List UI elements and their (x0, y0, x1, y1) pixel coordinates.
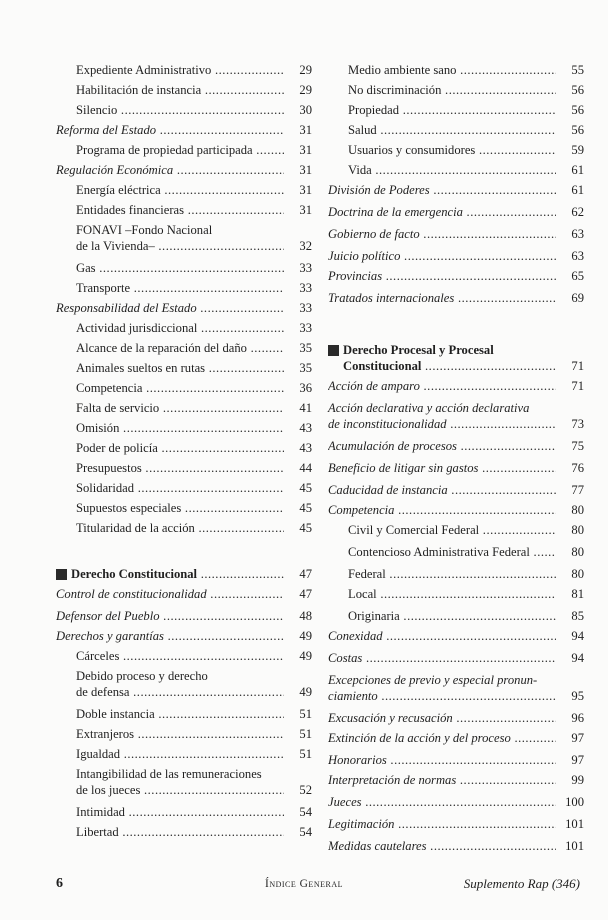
entry-label-text: Igualdad (76, 747, 121, 761)
entry-label (76, 782, 284, 798)
entry-label-text: Falta de servicio (76, 401, 160, 415)
entry-label-text: Federal (348, 567, 386, 581)
entry-label-text: Propiedad (348, 103, 400, 117)
entry-page-number: 29 (299, 83, 312, 97)
entry-label-text: Jueces (328, 795, 362, 809)
entry-label (76, 804, 284, 820)
entry-label (76, 238, 284, 254)
entry-page-number: 97 (571, 753, 584, 767)
entry-label-text: Acumulación de procesos (328, 439, 457, 453)
entry-page-number: 29 (299, 63, 312, 77)
entry-page-number: 45 (299, 501, 312, 515)
entry-page-number: 31 (299, 203, 312, 217)
entry-label-text: Acción de amparo (328, 379, 420, 393)
entry-label-text: Doble instancia (76, 707, 155, 721)
index-subtopic (56, 766, 312, 798)
entry-page-number: 99 (571, 773, 584, 787)
entry-page-number: 33 (299, 281, 312, 295)
entry-label-line2: de defensa (76, 685, 130, 699)
entry-page-number: 52 (299, 783, 312, 797)
entry-label-text: Omisión (76, 421, 120, 435)
entry-label (56, 162, 284, 178)
entry-label-text: Gobierno de facto (328, 227, 420, 241)
entry-label-text: Expediente Administrativo (76, 63, 212, 77)
entry-label (76, 726, 284, 742)
entry-label (76, 648, 284, 664)
entry-label-text: Medio ambiente sano (348, 63, 457, 77)
entry-label (76, 480, 284, 496)
entry-label-line1: FONAVI –Fondo Nacional (76, 223, 213, 237)
entry-label (348, 566, 556, 582)
entry-label-line1: Excepciones de previo y especial pronun- (328, 673, 538, 687)
entry-label-text: Originaria (348, 609, 400, 623)
entry-page-number: 45 (299, 481, 312, 495)
entry-label (71, 566, 284, 582)
entry-page-number: 56 (571, 123, 584, 137)
entry-label (328, 268, 556, 284)
entry-label-text: Animales sueltos en rutas (76, 361, 206, 375)
entry-label-line2: de inconstitucionalidad (328, 417, 447, 431)
entry-label (328, 460, 556, 476)
index-subtopic (56, 668, 312, 700)
entry-label-text: Provincias (328, 269, 383, 283)
entry-label (328, 182, 556, 198)
entry-label-text: Presupuestos (76, 461, 142, 475)
entry-label-text: Supuestos especiales (76, 501, 182, 515)
entry-page-number: 73 (571, 417, 584, 431)
entry-page-number: 61 (571, 163, 584, 177)
entry-label-text: Solidaridad (76, 481, 135, 495)
entry-label (348, 608, 556, 624)
entry-label-text: Reforma del Estado (56, 123, 157, 137)
entry-label (76, 82, 284, 98)
entry-page-number: 36 (299, 381, 312, 395)
entry-page-number: 71 (571, 379, 584, 393)
entry-label-text: Excusación y recusación (328, 711, 453, 725)
entry-page-number: 80 (571, 545, 584, 559)
entry-page-number: 31 (299, 183, 312, 197)
entry-label (328, 378, 556, 394)
entry-page-number: 51 (299, 707, 312, 721)
entry-page-number: 56 (571, 103, 584, 117)
entry-page-number: 45 (299, 521, 312, 535)
entry-label (76, 280, 284, 296)
entry-label-text: Tratados internacionales (328, 291, 455, 305)
entry-label (76, 520, 284, 536)
entry-page-number: 54 (299, 805, 312, 819)
entry-page-number: 49 (299, 629, 312, 643)
entry-label-text: Costas (328, 651, 363, 665)
entry-label (348, 162, 556, 178)
entry-label-text: Entidades financieras (76, 203, 185, 217)
entry-label-text: Intimidad (76, 805, 125, 819)
entry-label (348, 544, 556, 560)
entry-page-number: 85 (571, 609, 584, 623)
entry-label-text: Honorarios (328, 753, 387, 767)
entry-label (328, 248, 556, 264)
entry-label (76, 182, 284, 198)
entry-page-number: 49 (299, 685, 312, 699)
entry-label-text: Civil y Comercial Federal (348, 523, 480, 537)
entry-label (56, 586, 284, 602)
entry-label-text: Juicio político (328, 249, 401, 263)
entry-page-number: 31 (299, 163, 312, 177)
entry-page-number: 71 (571, 359, 584, 373)
entry-label (76, 460, 284, 476)
entry-label (328, 438, 556, 454)
entry-label (76, 340, 284, 356)
entry-page-number: 47 (299, 567, 312, 581)
entry-label (328, 502, 556, 518)
entry-page-number: 94 (571, 651, 584, 665)
entry-label (348, 522, 556, 538)
page-number: 6 (56, 876, 63, 891)
entry-label-line2: ciamiento (328, 689, 378, 703)
entry-label (76, 320, 284, 336)
entry-label-text: Control de constitucionalidad (56, 587, 207, 601)
entry-label (343, 358, 556, 374)
entry-label-text: Actividad jurisdiccional (76, 321, 198, 335)
entry-label (76, 500, 284, 516)
entry-label-text: Energía eléctrica (76, 183, 161, 197)
entry-label-text: Titularidad de la acción (76, 521, 195, 535)
entry-page-number: 75 (571, 439, 584, 453)
entry-label (56, 122, 284, 138)
entry-page-number: 63 (571, 249, 584, 263)
entry-label (76, 380, 284, 396)
entry-label (56, 608, 284, 624)
entry-label-text: Gas (76, 261, 96, 275)
entry-label (76, 400, 284, 416)
entry-label (76, 824, 284, 840)
entry-page-number: 96 (571, 711, 584, 725)
entry-label (328, 752, 556, 768)
entry-label-line2: de los jueces (76, 783, 141, 797)
entry-label (76, 420, 284, 436)
entry-page-number: 55 (571, 63, 584, 77)
entry-label-text: Transporte (76, 281, 131, 295)
entry-page-number: 77 (571, 483, 584, 497)
entry-page-number: 43 (299, 441, 312, 455)
entry-label (348, 82, 556, 98)
entry-page-number: 47 (299, 587, 312, 601)
entry-label-line2: de la Vivienda– (76, 239, 155, 253)
entry-label-text: Local (348, 587, 377, 601)
entry-label-text: Competencia (76, 381, 143, 395)
entry-label (76, 202, 284, 218)
entry-page-number: 101 (565, 839, 584, 853)
entry-page-number: 95 (571, 689, 584, 703)
entry-label-text: Salud (348, 123, 377, 137)
entry-label-line2: Constitucional (343, 359, 422, 373)
entry-label-line1: Derecho Procesal y Procesal (343, 343, 494, 357)
entry-page-number: 76 (571, 461, 584, 475)
entry-label (328, 226, 556, 242)
entry-page-number: 62 (571, 205, 584, 219)
index-topic (328, 672, 584, 704)
entry-label (328, 794, 556, 810)
entry-page-number: 80 (571, 567, 584, 581)
entry-label (328, 482, 556, 498)
entry-label (328, 688, 556, 704)
entry-label-text: Extinción de la acción y del proceso (328, 731, 511, 745)
entry-label (348, 62, 556, 78)
entry-label-line1: Debido proceso y derecho (76, 669, 208, 683)
section-square-bullet (328, 345, 339, 356)
entry-page-number: 32 (299, 239, 312, 253)
entry-label (56, 628, 284, 644)
entry-label (348, 142, 556, 158)
entry-label (348, 122, 556, 138)
running-title: Índice General (264, 878, 343, 890)
entry-page-number: 94 (571, 629, 584, 643)
entry-label-text: No discriminación (348, 83, 442, 97)
entry-page-number: 80 (571, 523, 584, 537)
entry-label-text: Competencia (328, 503, 395, 517)
entry-label (76, 440, 284, 456)
entry-label-line1: Acción declarativa y acción declarativa (328, 401, 530, 415)
section-square-bullet (56, 569, 67, 580)
entry-label (56, 300, 284, 316)
entry-label (328, 838, 556, 854)
entry-page-number: 33 (299, 261, 312, 275)
entry-page-number: 63 (571, 227, 584, 241)
entry-page-number: 51 (299, 727, 312, 741)
index-topic (328, 400, 584, 432)
entry-label-text: Interpretación de normas (328, 773, 457, 787)
entry-label (328, 816, 556, 832)
entry-label-text: Regulación Económica (56, 163, 174, 177)
entry-label (76, 142, 284, 158)
entry-label-text: Alcance de la reparación del daño (76, 341, 247, 355)
entry-page-number: 51 (299, 747, 312, 761)
entry-page-number: 35 (299, 361, 312, 375)
entry-label-text: Contencioso Administrativa Federal (348, 545, 530, 559)
entry-label-text: Medidas cautelares (328, 839, 427, 853)
entry-page-number: 41 (299, 401, 312, 415)
entry-label (76, 360, 284, 376)
entry-page-number: 65 (571, 269, 584, 283)
entry-label-text: Vida (348, 163, 372, 177)
entry-page-number: 81 (571, 587, 584, 601)
entry-page-number: 56 (571, 83, 584, 97)
entry-label (328, 650, 556, 666)
section-heading (328, 342, 584, 374)
entry-label (76, 102, 284, 118)
entry-page-number: 100 (565, 795, 584, 809)
entry-page-number: 30 (299, 103, 312, 117)
entry-page-number: 97 (571, 731, 584, 745)
entry-label-text: Conexidad (328, 629, 383, 643)
entry-page-number: 31 (299, 143, 312, 157)
entry-label (328, 628, 556, 644)
entry-page-number: 59 (571, 143, 584, 157)
entry-label (76, 684, 284, 700)
entry-label-text: Habilitación de instancia (76, 83, 202, 97)
entry-label (76, 706, 284, 722)
entry-page-number: 33 (299, 301, 312, 315)
entry-label (76, 260, 284, 276)
entry-page-number: 49 (299, 649, 312, 663)
entry-label (328, 772, 556, 788)
entry-label (76, 746, 284, 762)
entry-label (348, 102, 556, 118)
entry-label (328, 416, 556, 432)
index-subtopic (56, 222, 312, 254)
entry-label-text: Doctrina de la emergencia (328, 205, 463, 219)
entry-label-line1: Intangibilidad de las remuneraciones (76, 767, 262, 781)
entry-page-number: 54 (299, 825, 312, 839)
entry-label-text: Responsabilidad del Estado (56, 301, 197, 315)
entry-label-text: Poder de policía (76, 441, 158, 455)
entry-page-number: 61 (571, 183, 584, 197)
entry-label-text: Defensor del Pueblo (56, 609, 160, 623)
entry-page-number: 44 (299, 461, 312, 475)
entry-label-text: Extranjeros (76, 727, 135, 741)
entry-label-text: Beneficio de litigar sin gastos (328, 461, 479, 475)
entry-label-text: Derechos y garantías (56, 629, 164, 643)
entry-label-text: Programa de propiedad participada (76, 143, 253, 157)
entry-label (328, 710, 556, 726)
entry-label-text: Cárceles (76, 649, 120, 663)
entry-page-number: 31 (299, 123, 312, 137)
entry-label-text: Silencio (76, 103, 118, 117)
entry-label (328, 204, 556, 220)
entry-label-text: Caducidad de instancia (328, 483, 448, 497)
entry-label-text: Usuarios y consumidores (348, 143, 476, 157)
entry-label-text: Libertad (76, 825, 119, 839)
entry-label (76, 62, 284, 78)
entry-label-text: División de Poderes (328, 183, 430, 197)
entry-label (328, 730, 556, 746)
entry-label (348, 586, 556, 602)
entry-page-number: 69 (571, 291, 584, 305)
entry-page-number: 33 (299, 321, 312, 335)
entry-page-number: 101 (565, 817, 584, 831)
publication-name: Suplemento Rap (346) (463, 876, 580, 891)
entry-page-number: 48 (299, 609, 312, 623)
entry-label (328, 290, 556, 306)
entry-label-text: Legitimación (328, 817, 395, 831)
entry-label-text: Derecho Constitucional (71, 567, 198, 581)
entry-page-number: 80 (571, 503, 584, 517)
entry-page-number: 35 (299, 341, 312, 355)
entry-page-number: 43 (299, 421, 312, 435)
